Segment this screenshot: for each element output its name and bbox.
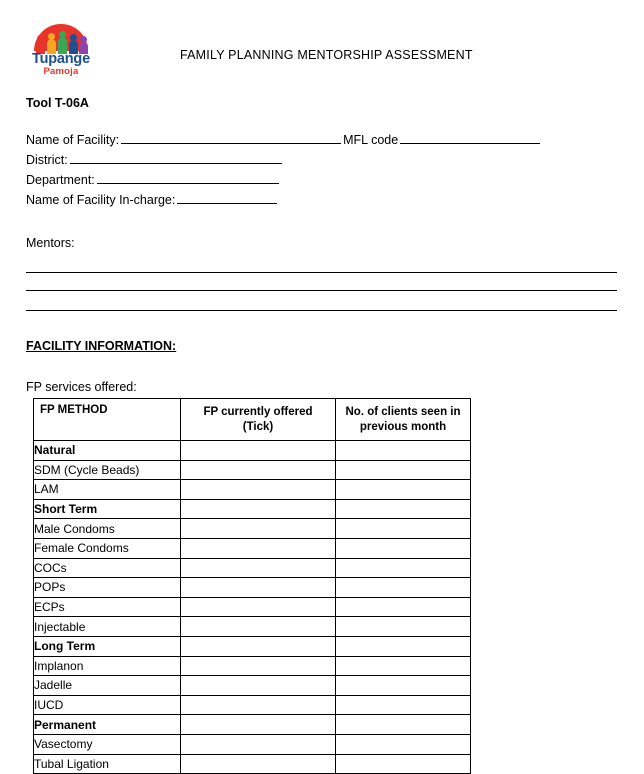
cell-offered[interactable] — [181, 656, 336, 676]
header-clients-line1: No. of clients seen in — [345, 406, 461, 419]
cell-offered[interactable] — [181, 676, 336, 696]
table-row — [34, 676, 471, 696]
cell-clients[interactable] — [336, 676, 471, 696]
table-row — [34, 499, 471, 519]
table-row — [34, 636, 471, 656]
cell-clients[interactable] — [336, 754, 471, 774]
table-row — [34, 460, 471, 480]
field-department — [26, 170, 618, 190]
logo-wordmark — [28, 52, 94, 76]
tool-code-label: Tool T-06A — [26, 96, 89, 110]
field-input-facility-incharge[interactable] — [177, 190, 277, 204]
table-header-clients-previous-month — [336, 399, 471, 441]
cell-offered[interactable] — [181, 519, 336, 539]
row-label: Female Condoms — [34, 538, 181, 558]
cell-clients[interactable] — [336, 636, 471, 656]
document-header — [0, 0, 644, 86]
field-input-district[interactable] — [70, 150, 282, 164]
cell-offered[interactable] — [181, 441, 336, 461]
table-row — [34, 538, 471, 558]
table-row — [34, 715, 471, 735]
row-label: LAM — [34, 480, 181, 500]
row-label: Injectable — [34, 617, 181, 637]
cell-offered[interactable] — [181, 695, 336, 715]
table-header-fp-currently-offered — [181, 399, 336, 441]
field-label-name-of-facility: Name of Facility: — [26, 133, 120, 147]
tupange-pamoja-logo — [28, 24, 94, 82]
fp-services-offered-label: FP services offered: — [26, 380, 137, 394]
cell-offered[interactable] — [181, 558, 336, 578]
cell-offered[interactable] — [181, 754, 336, 774]
field-label-mfl-code: MFL code — [343, 133, 399, 147]
table-row — [34, 617, 471, 637]
cell-clients[interactable] — [336, 578, 471, 598]
cell-clients[interactable] — [336, 441, 471, 461]
cell-clients[interactable] — [336, 715, 471, 735]
table-header-row — [34, 399, 471, 441]
cell-offered[interactable] — [181, 538, 336, 558]
table-row — [34, 519, 471, 539]
field-name-of-facility — [26, 130, 618, 150]
cell-clients[interactable] — [336, 558, 471, 578]
cell-clients[interactable] — [336, 460, 471, 480]
row-label: SDM (Cycle Beads) — [34, 460, 181, 480]
field-facility-incharge — [26, 190, 618, 210]
row-label: Vasectomy — [34, 734, 181, 754]
table-row — [34, 480, 471, 500]
field-input-department[interactable] — [97, 170, 279, 184]
field-label-facility-incharge: Name of Facility In-charge: — [26, 193, 176, 207]
header-offered-line2: (Tick) — [242, 420, 274, 433]
row-label: Tubal Ligation — [34, 754, 181, 774]
field-district — [26, 150, 618, 170]
field-input-mfl-code[interactable] — [400, 130, 540, 144]
row-label: ECPs — [34, 597, 181, 617]
row-label: POPs — [34, 578, 181, 598]
fp-methods-table — [33, 398, 471, 774]
mentors-line-3[interactable] — [26, 310, 617, 311]
cell-clients[interactable] — [336, 617, 471, 637]
cell-offered[interactable] — [181, 715, 336, 735]
cell-offered[interactable] — [181, 617, 336, 637]
section-title-facility-information: FACILITY INFORMATION: — [26, 339, 177, 353]
logo-name-bottom: Pamoja — [43, 65, 79, 77]
row-label: Long Term — [34, 636, 181, 656]
cell-clients[interactable] — [336, 519, 471, 539]
row-label: Short Term — [34, 499, 181, 519]
cell-offered[interactable] — [181, 499, 336, 519]
table-row — [34, 558, 471, 578]
field-label-district: District: — [26, 153, 68, 167]
table-row — [34, 754, 471, 774]
row-label: COCs — [34, 558, 181, 578]
header-clients-line2: previous month — [359, 420, 447, 433]
row-label: IUCD — [34, 695, 181, 715]
mentors-label: Mentors: — [26, 236, 75, 250]
row-label: Implanon — [34, 656, 181, 676]
cell-offered[interactable] — [181, 597, 336, 617]
table-row — [34, 695, 471, 715]
table-row — [34, 597, 471, 617]
cell-clients[interactable] — [336, 597, 471, 617]
table-row — [34, 441, 471, 461]
row-label: Male Condoms — [34, 519, 181, 539]
mentors-line-2[interactable] — [26, 290, 617, 291]
cell-clients[interactable] — [336, 499, 471, 519]
row-label: Permanent — [34, 715, 181, 735]
header-offered-line1: FP currently offered — [203, 406, 313, 419]
page-title: FAMILY PLANNING MENTORSHIP ASSESSMENT — [180, 48, 473, 62]
field-label-department: Department: — [26, 173, 95, 187]
cell-offered[interactable] — [181, 734, 336, 754]
table-row — [34, 578, 471, 598]
table-row — [34, 734, 471, 754]
cell-offered[interactable] — [181, 460, 336, 480]
cell-offered[interactable] — [181, 480, 336, 500]
cell-clients[interactable] — [336, 538, 471, 558]
cell-offered[interactable] — [181, 636, 336, 656]
cell-clients[interactable] — [336, 480, 471, 500]
cell-offered[interactable] — [181, 578, 336, 598]
cell-clients[interactable] — [336, 656, 471, 676]
row-label: Natural — [34, 441, 181, 461]
field-input-name-of-facility[interactable] — [121, 130, 341, 144]
facility-fields — [26, 130, 618, 210]
mentors-line-1[interactable] — [26, 272, 617, 273]
row-label: Jadelle — [34, 676, 181, 696]
cell-clients[interactable] — [336, 695, 471, 715]
logo-name-top: Tupange — [32, 51, 90, 67]
table-header-fp-method: FP METHOD — [34, 399, 181, 441]
cell-clients[interactable] — [336, 734, 471, 754]
table-row — [34, 656, 471, 676]
